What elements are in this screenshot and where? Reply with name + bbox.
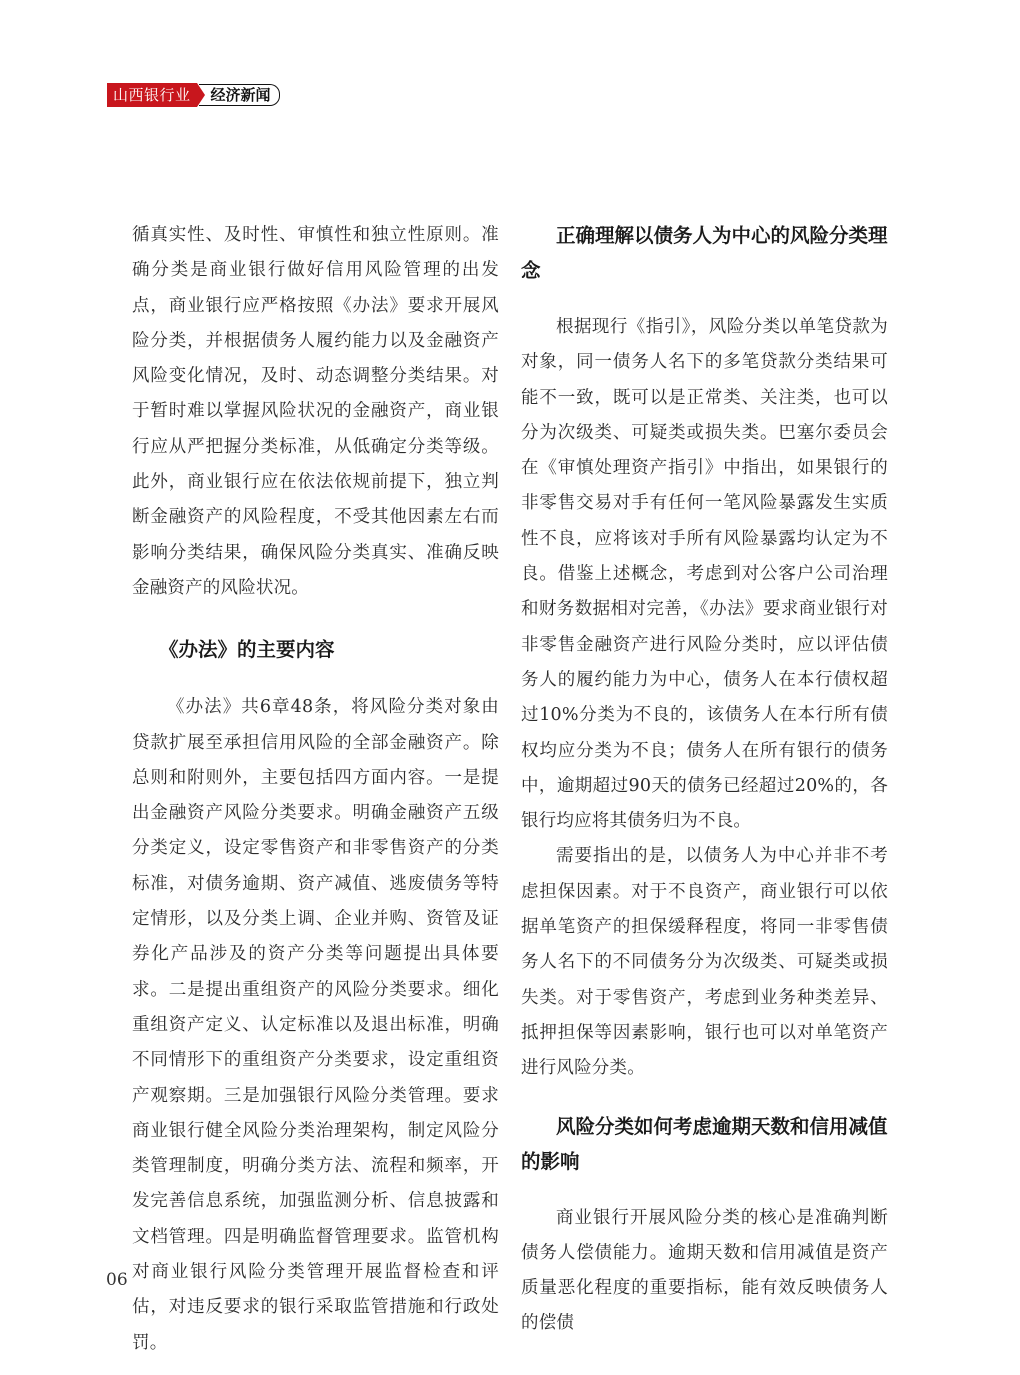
section-heading: 《办法》的主要内容: [159, 638, 335, 662]
body-paragraph: 《办法》共6章48条，将风险分类对象由贷款扩展至承担信用风险的全部金融资产。除总则和附则外，主要包括四方面内容。一是提出金融资产风险分类要求。明确金融资产五级分类定义，设定零售资产和非零售资产的分类标准，对债务逾期、资产减值、逃废债务等特定情形，以及分类上调、企业并购、资管及证券化产品涉及的资产分类等问题提出具体要求。二是提出重组资产的风险分类要求。细化重组资产定义、认定标准以及退出标准，明确不同情形下的重组资产分类要求，设定重组资产观察期。三是加强银行风险分类管理。要求商业银行健全风险分类治理架构，制定风险分类管理制度，明确分类方法、流程和频率，开发完善信息系统，加强监测分析、信息披露和文档管理。四是明确监督管理要求。监管机构对商业银行风险分类管理开展监督检查和评估，对违反要求的银行采取监管措施和行政处罚。: [132, 697, 499, 1353]
body-paragraph: 商业银行开展风险分类的核心是准确判断债务人偿债能力。逾期天数和信用减值是资产质量恶化程度的重要指标，能有效反映债务人的偿债: [521, 1207, 888, 1334]
masthead-section: 经济新闻: [199, 84, 280, 106]
section-heading: 风险分类如何考虑逾期天数和信用减值的影响: [521, 1114, 888, 1173]
body-paragraph: 需要指出的是，以债务人为中心并非不考虑担保因素。对于不良资产，商业银行可以依据单笔资产的担保缓释程度，将同一非零售债务人名下的不同债务分为次级类、可疑类或损失类。对于零售资产，考虑到业务种类差异、抵押担保等因素影响，银行也可以对单笔资产进行风险分类。: [521, 846, 888, 1079]
page-number: 06: [106, 1270, 128, 1290]
body-paragraph: 根据现行《指引》，风险分类以单笔贷款为对象，同一债务人名下的多笔贷款分类结果可能不一致，既可以是正常类、关注类，也可以分为次级类、可疑类或损失类。巴塞尔委员会在《审慎处理资产指引》中指出，如果银行的非零售交易对手有任何一笔风险暴露发生实质性不良，应将该对手所有风险暴露均认定为不良。借鉴上述概念，考虑到对公客户公司治理和财务数据相对完善，《办法》要求商业银行对非零售金融资产进行风险分类时，应以评估债务人的履约能力为中心，债务人在本行债权超过10%分类为不良的，该债务人在本行所有债权均应分类为不良；债务人在所有银行的债务中，逾期超过90天的债务已经超过20%的，各银行均应将其债务归为不良。: [521, 317, 888, 832]
left-column: [132, 218, 499, 1361]
right-column: [521, 218, 888, 1342]
section-heading: 正确理解以债务人为中心的风险分类理念: [521, 224, 888, 282]
body-paragraph: 循真实性、及时性、审慎性和独立性原则。准确分类是商业银行做好信用风险管理的出发点，商业银行应严格按照《办法》要求开展风险分类，并根据债务人履约能力以及金融资产风险变化情况，及时、动态调整分类结果。对于暂时难以掌握风险状况的金融资产，商业银行应从严把握分类标准，从低确定分类等级。此外，商业银行应在依法依规前提下，独立判断金融资产的风险程度，不受其他因素左右而影响分类结果，确保风险分类真实、准确反映金融资产的风险状况。: [132, 225, 499, 598]
masthead: [107, 83, 280, 107]
masthead-brand: 山西银行业: [107, 83, 197, 107]
